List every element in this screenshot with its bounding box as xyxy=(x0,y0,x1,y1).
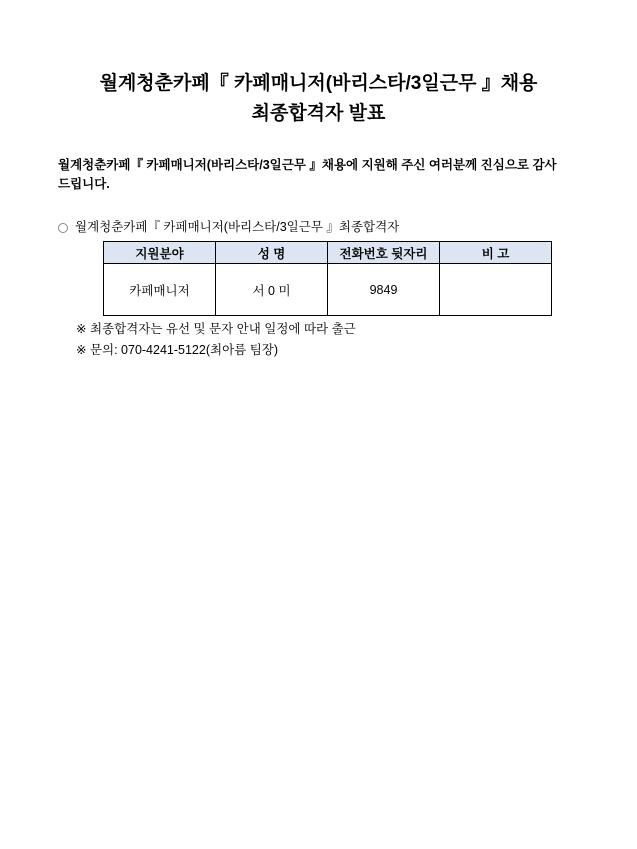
table-header-row xyxy=(104,242,552,264)
cell-phone: 9849 xyxy=(328,264,440,316)
header-cell: 지원분야 xyxy=(104,242,216,264)
section-heading xyxy=(58,217,399,235)
note-contact: ※ 문의: 070-4241-5122(최아름 팀장) xyxy=(76,343,279,357)
cell-field: 카페매니저 xyxy=(104,264,216,316)
results-table xyxy=(103,241,552,316)
section-label: 월계청춘카페『 카페매니저(바리스타/3일근무 』최종합격자 xyxy=(75,220,400,234)
circle-bullet-icon xyxy=(58,223,68,233)
cell-name: 서 0 미 xyxy=(216,264,328,316)
intro-text: 월계청춘카페『 카페매니저(바리스타/3일근무 』채용에 지원해 주신 여러분께 진심으로 감사드립니다. xyxy=(58,158,557,191)
header-cell: 비 고 xyxy=(440,242,552,264)
note-start: ※ 최종합격자는 유선 및 문자 안내 일정에 따라 출근 xyxy=(76,322,356,336)
cell-note xyxy=(440,264,552,316)
title-line-1: 월계청춘카페『 카페매니저(바리스타/3일근무 』채용 xyxy=(99,73,538,94)
header-cell: 전화번호 뒷자리 xyxy=(328,242,440,264)
header-cell: 성 명 xyxy=(216,242,328,264)
table-row xyxy=(104,264,552,316)
title-line-2: 최종합격자 발표 xyxy=(251,103,386,124)
